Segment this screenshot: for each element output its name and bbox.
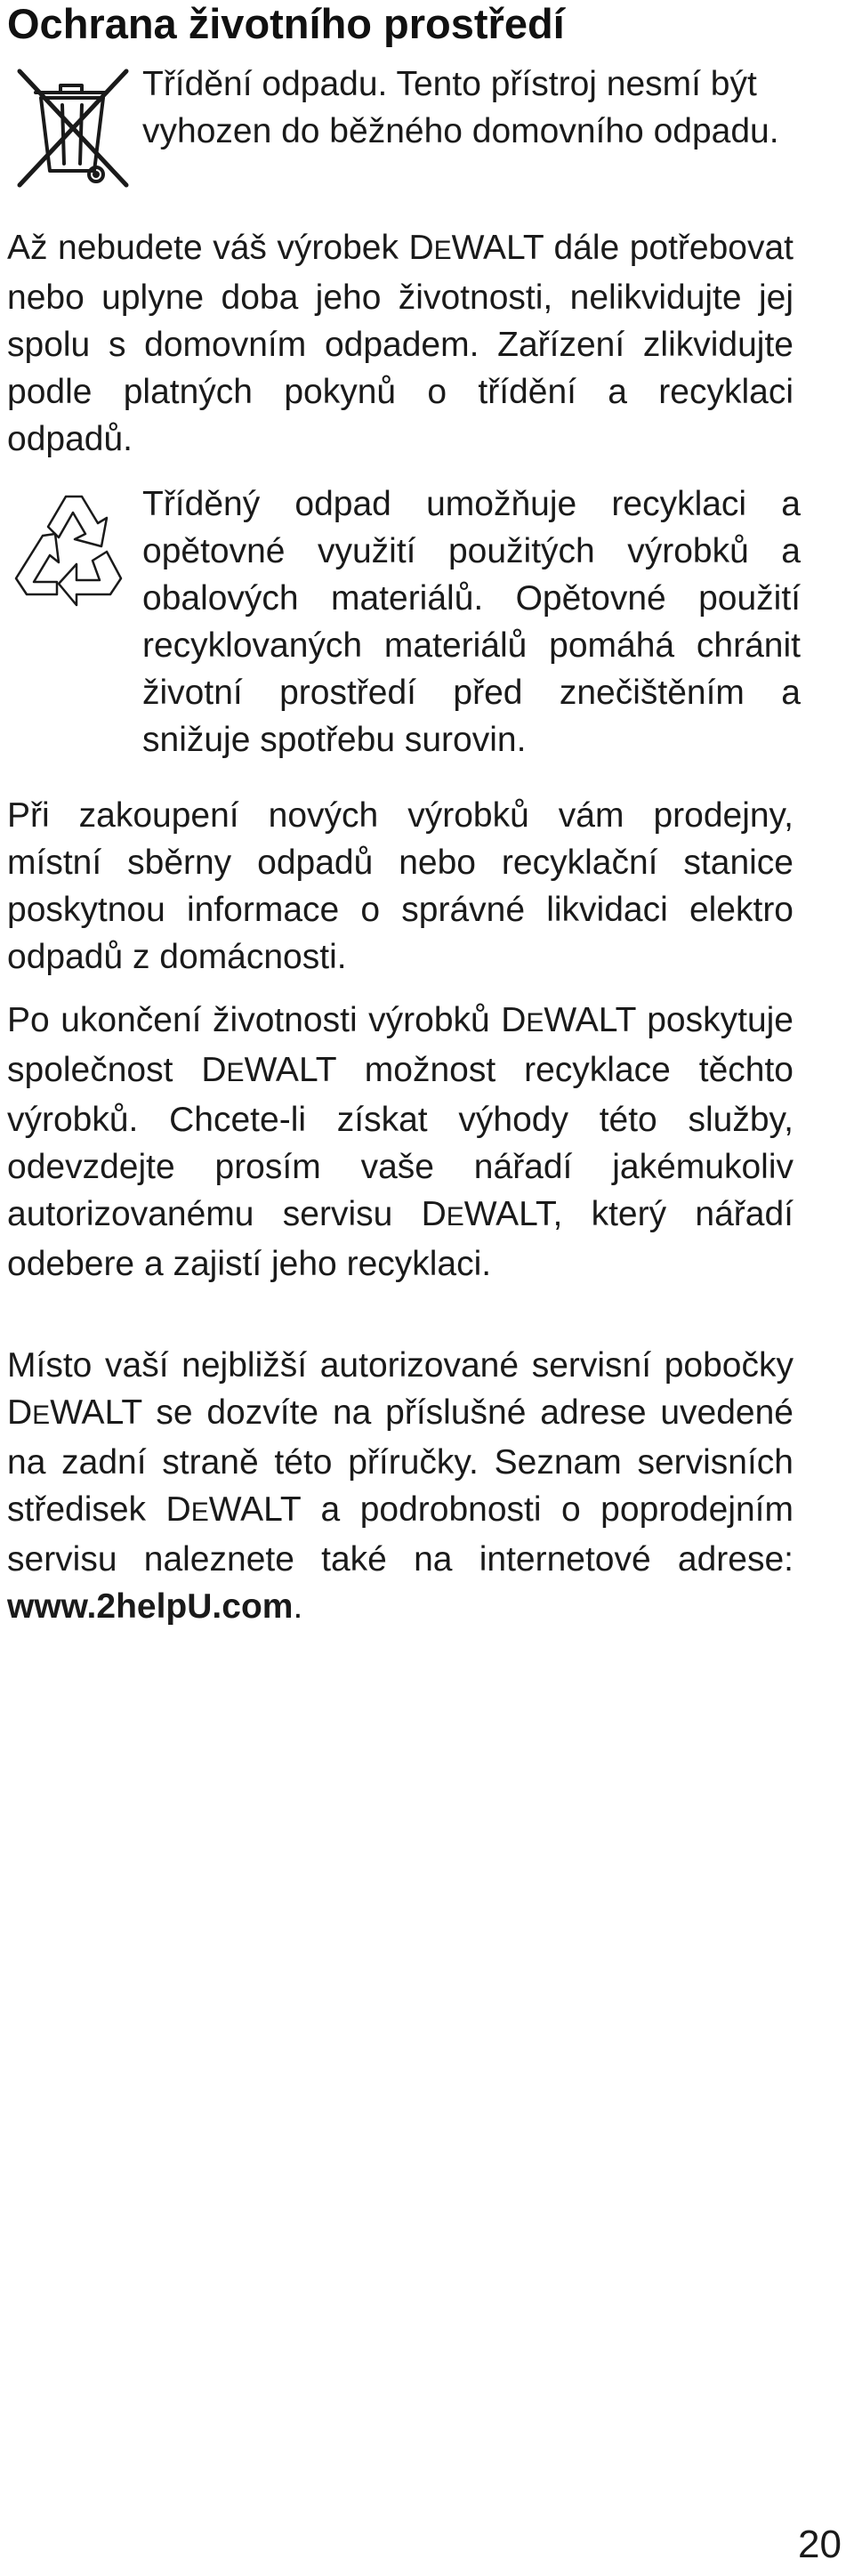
brand-letter: E	[526, 1008, 544, 1038]
separate-collection-text: Třídění odpadu. Tento přístroj nesmí být vyhozen do běžného domovního odpadu.	[142, 65, 779, 150]
text-fragment: WALT poskytuje společnost D	[7, 1001, 794, 1089]
text-fragment: WALT možnost recyklace těchto výrobků. Chcete-li získat výhody této služby, odevzdejte prosím vaše nářadí jakémukoliv autorizovanému servisu D	[7, 1051, 794, 1233]
text-fragment: WALT dále potřebovat nebo uplyne doba jeho životnosti, nelikvidujte jej spolu s domovním odpadem. Zařízení zlikvidujte podle platných pokynů o třídění a recyklaci odpadů.	[7, 229, 794, 458]
service-center-paragraph	[7, 1342, 794, 1630]
disposal-paragraph	[7, 224, 794, 463]
brand-letter: E	[190, 1498, 209, 1527]
recycling-note-text: Tříděný odpad umožňuje recyklaci a opětovné využití použitých výrobků a obalových materiálů. Opětovné použití recyklovaných materiálů pomáhá chránit životní prostředí před znečištěním a snižuje spotřebu surovin.	[142, 485, 801, 759]
text-fragment: .	[293, 1587, 303, 1626]
page-title: Ochrana životního prostředí	[7, 0, 565, 47]
text-fragment: WALT a podrobnosti o poprodejním servisu naleznete také na internetové adrese:	[7, 1490, 794, 1579]
recycling-block	[7, 480, 843, 774]
text-fragment: WALT se dozvíte na příslušné adrese uvedené na zadní straně této příručky. Seznam servisních středisek D	[7, 1393, 794, 1529]
brand-letter: E	[446, 1202, 464, 1231]
recycling-symbol-icon	[7, 482, 128, 611]
brand-letter: E	[433, 236, 452, 265]
crossed-out-wheelie-bin-icon	[7, 61, 139, 197]
text-fragment: WALT, který nářadí odebere a zajistí jeho recyklaci.	[7, 1195, 794, 1283]
text-fragment: Místo vaší nejbližší autorizované servisní pobočky D	[7, 1346, 794, 1432]
text-fragment: Až nebudete váš výrobek D	[7, 229, 434, 267]
text-fragment: Po ukončení životnosti výrobků D	[7, 1001, 527, 1039]
local-info-paragraph: Při zakoupení nových výrobků vám prodejny, místní sběrny odpadů nebo recyklační stanice poskytnou informace o správné likvidaci elektro odpadů z domácnosti.	[7, 796, 794, 976]
page-number: 20	[798, 2523, 842, 2566]
brand-letter: E	[32, 1401, 51, 1430]
separate-collection-block	[7, 61, 843, 194]
brand-letter: E	[226, 1058, 245, 1087]
service-paragraph	[7, 997, 794, 1288]
website-link[interactable]: www.2helpU.com	[7, 1587, 294, 1626]
